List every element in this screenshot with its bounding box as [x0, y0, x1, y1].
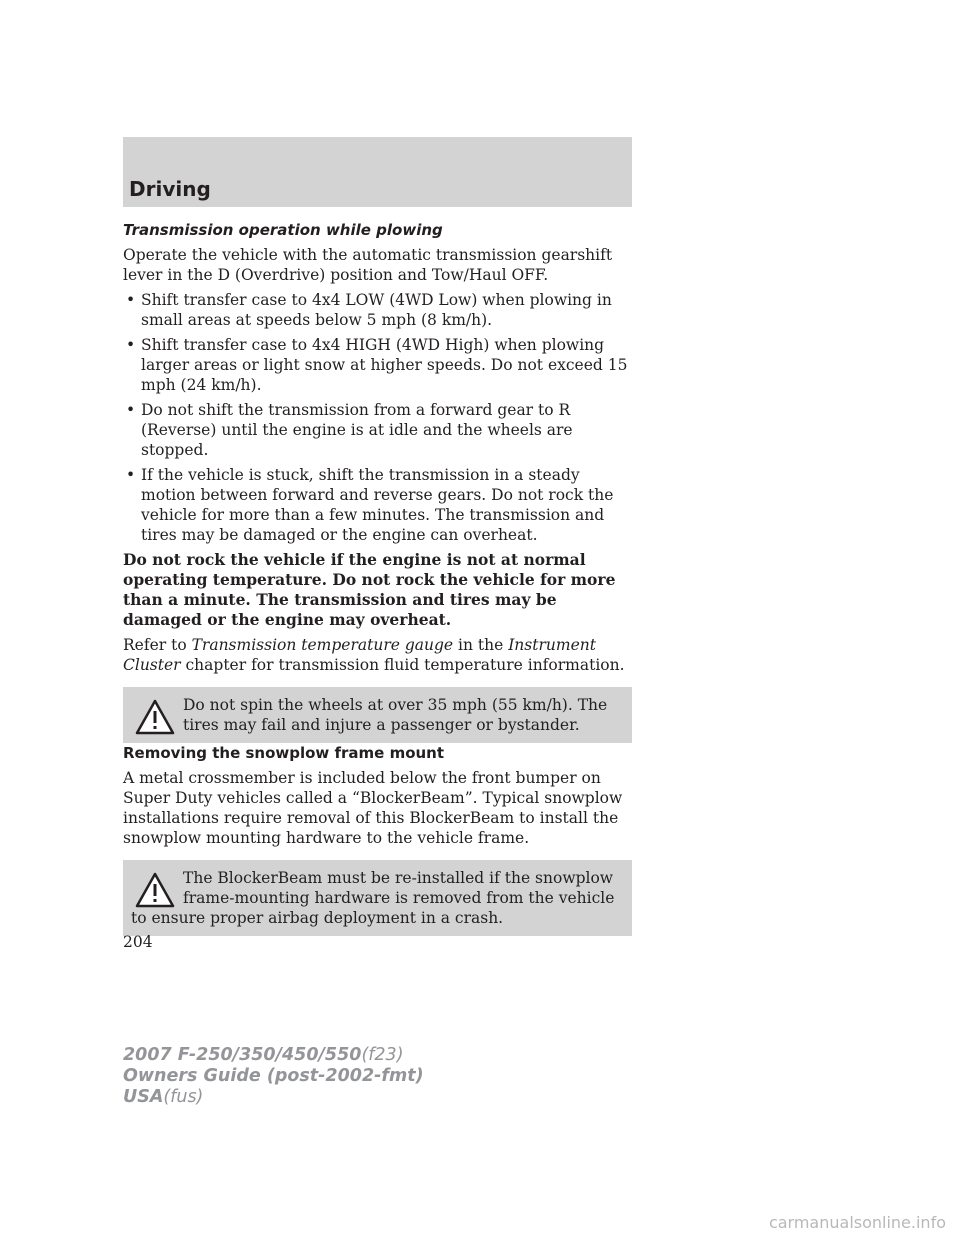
warning-triangle-icon [135, 872, 175, 908]
bullet-dot: • [126, 466, 136, 484]
page-content [123, 220, 632, 936]
page-number: 204 [123, 933, 153, 951]
snowplow-mount-heading: Removing the snowplow frame mount [123, 744, 445, 762]
footer-guide-line: Owners Guide (post-2002-fmt) [123, 1066, 424, 1086]
list-item: • Shift transfer case to 4x4 LOW (4WD Low) when plowing in small areas at speeds below 5 mph (8 km/h). [126, 291, 612, 329]
footer-model-line: 2007 F-250/350/450/550(f23) [123, 1045, 404, 1065]
plowing-heading: Transmission operation while plowing [123, 221, 443, 239]
warning-box-wheelspin [123, 687, 632, 743]
warning-box-blockerbeam [123, 860, 632, 936]
refer-paragraph: Refer to Transmission temperature gauge in the Instrument Cluster chapter for transmission fluid temperature information. [123, 636, 625, 674]
list-item: • Do not shift the transmission from a forward gear to R (Reverse) until the engine is at idle and the wheels are stopped. [126, 401, 573, 459]
snowplow-mount-body: A metal crossmember is included below the front bumper on Super Duty vehicles called a “BlockerBeam”. Typical snowplow installations require removal of this BlockerBeam to install the snowplow mounting hardware to the vehicle frame. [123, 769, 623, 847]
plowing-bullet-list [123, 290, 632, 545]
refer-link-cluster: Instrument Cluster [123, 636, 596, 674]
section-title: Driving [129, 177, 211, 201]
list-item: • If the vehicle is stuck, shift the transmission in a steady motion between forward and reverse gears. Do not rock the vehicle for more than a few minutes. The transmission and tires may be damaged or the engine can overheat. [126, 466, 614, 544]
section-header-band [123, 137, 632, 207]
warning-triangle-icon [135, 699, 175, 735]
footer-meta [123, 1045, 424, 1108]
plowing-intro: Operate the vehicle with the automatic transmission gearshift lever in the D (Overdrive) position and Tow/Haul OFF. [123, 246, 613, 284]
bullet-dot: • [126, 291, 136, 309]
warning-text: Do not spin the wheels at over 35 mph (55 km/h). The tires may fail and injure a passenger or bystander. [183, 696, 608, 734]
bold-caution-paragraph: Do not rock the vehicle if the engine is not at normal operating temperature. Do not rock the vehicle for more than a minute. The transmission and tires may be damaged or the engine may overheat. [123, 550, 616, 629]
bullet-dot: • [126, 336, 136, 354]
warning-text: The BlockerBeam must be re-installed if the snowplow frame-mounting hardware is removed from the vehicle to ensure proper airbag deployment in a crash. [131, 869, 615, 927]
bullet-dot: • [126, 401, 136, 419]
refer-link-gauge: Transmission temperature gauge [191, 636, 454, 654]
watermark: carmanualsonline.info [768, 1213, 946, 1232]
footer-market-line: USA(fus) [123, 1087, 204, 1107]
list-item: • Shift transfer case to 4x4 HIGH (4WD High) when plowing larger areas or light snow at higher speeds. Do not exceed 15 mph (24 km/h). [126, 336, 628, 394]
